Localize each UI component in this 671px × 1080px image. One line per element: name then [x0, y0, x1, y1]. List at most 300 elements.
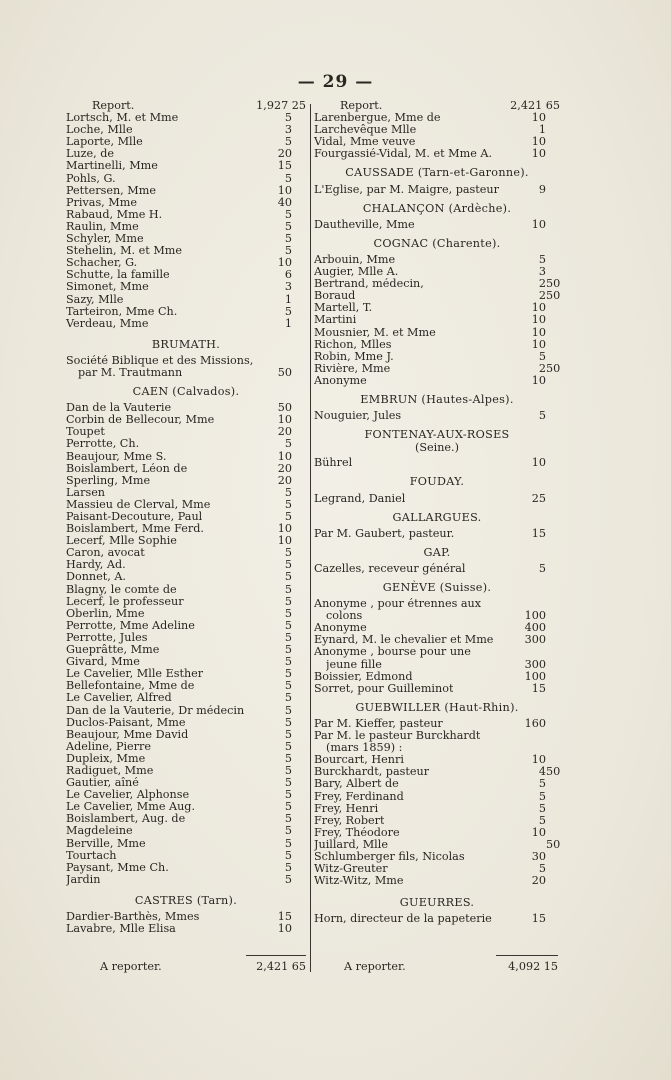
donor-amount: 5 [284, 764, 292, 777]
carry-forward-row: A reporter. 2,421 65 [100, 960, 306, 973]
donor-row [66, 148, 306, 160]
donor-name: Frey, Ferdinand [314, 790, 404, 803]
donor-row [66, 245, 306, 257]
donor-name: Pettersen, Mme [66, 184, 156, 197]
donor-amount: 10 [277, 414, 292, 427]
donor-name: Schlumberger fils, Nicolas [314, 850, 465, 863]
donor-amount: 5 [284, 583, 292, 596]
donor-name: Tourtach [66, 849, 117, 862]
donor-row [66, 838, 306, 850]
donor-list [66, 911, 306, 935]
donor-amount: 5 [284, 136, 292, 149]
donor-row [314, 302, 560, 314]
carry-forward-amount: 2,421 [256, 960, 289, 973]
donor-name: Dupleix, Mme [66, 752, 146, 765]
donor-name: Luze, de [66, 148, 115, 161]
donor-amount: 10 [531, 112, 546, 125]
donor-amount: 2 [538, 278, 546, 291]
donor-name: Martinelli, Mme [66, 160, 158, 173]
donor-name: Jardin [66, 873, 101, 886]
donor-row: (mars 1859) : [326, 742, 403, 755]
donor-row [314, 839, 560, 851]
donor-row [66, 874, 306, 886]
donor-row [66, 112, 306, 124]
donor-name: Augier, Mlle A. [314, 266, 399, 279]
donor-row: par M. Trautmann 50 [78, 366, 292, 379]
section-heading: GUEBWILLER (Haut-Rhin). [355, 700, 519, 714]
donor-amount: 5 [284, 813, 292, 826]
donor-name: Anonyme [314, 374, 367, 387]
donor-name: Schacher, G. [66, 257, 138, 270]
donor-row [314, 314, 560, 326]
donor-row [314, 266, 560, 278]
section-heading: CHALANÇON (Ardèche). [362, 201, 512, 215]
donor-name: Corbin de Bellecour, Mme [66, 414, 215, 427]
donor-name: Beaujour, Mme David [66, 728, 189, 741]
donor-amount-fraction: 50 [546, 766, 560, 779]
donor-row [66, 306, 306, 318]
donor-amount: 5 [284, 777, 292, 790]
donor-amount: 10 [531, 338, 546, 351]
donor-amount: 10 [531, 754, 546, 767]
donor-name: Juillard, Mlle [314, 838, 388, 851]
donor-row [66, 753, 306, 765]
donor-row [66, 124, 306, 136]
donor-name: Burckhardt, pasteur [314, 766, 430, 779]
donor-row [66, 318, 306, 330]
donor-amount: 5 [538, 863, 546, 876]
donor-name: Magdeleine [66, 825, 133, 838]
donor-name: Toupet [66, 426, 105, 439]
donor-row [66, 571, 306, 583]
donor-amount: 5 [538, 814, 546, 827]
donor-row [66, 269, 306, 281]
donor-name: Martini [314, 314, 357, 327]
donor-row: colons 100 [326, 610, 546, 623]
donor-name: Hardy, Ad. [66, 559, 126, 572]
donor-amount: 5 [284, 511, 292, 523]
section-heading: CASTRES (Tarn). [134, 893, 238, 907]
donor-name: Boraud [314, 290, 356, 303]
donor-row [66, 789, 306, 801]
donor-name: Robin, Mme J. [314, 350, 394, 363]
donor-name: Adeline, Pierre [66, 740, 151, 753]
donor-amount: 15 [277, 160, 292, 173]
donor-name: Bellefontaine, Mme de [66, 680, 195, 693]
donor-amount: 10 [277, 923, 292, 936]
donor-amount: 5 [284, 825, 292, 838]
donor-row: Legrand, Daniel 25 [314, 492, 546, 505]
donor-name: Witz-Witz, Mme [314, 875, 404, 888]
donor-amount: 1 [538, 124, 546, 137]
donor-name: Paysant, Mme Ch. [66, 861, 169, 874]
donor-name: Perrotte, Jules [66, 631, 148, 644]
donor-name: Caron, avocat [66, 547, 145, 560]
donor-name: Rabaud, Mme H. [66, 208, 163, 221]
donor-name: Simonet, Mme [66, 281, 149, 294]
donor-name: Boislambert, Mme Ferd. [66, 523, 204, 536]
donor-amount-fraction: 50 [546, 362, 560, 375]
donor-name: Vidal, Mme veuve [314, 136, 416, 149]
donor-row [66, 185, 306, 197]
donor-amount-fraction: 50 [546, 290, 560, 303]
donor-name: Donnet, A. [66, 571, 126, 584]
donor-amount: 5 [284, 728, 292, 741]
section-heading: GENÈVE (Suisse). [382, 581, 492, 594]
donor-row [66, 777, 306, 789]
donor-amount: 15 [277, 911, 292, 923]
donor-name: Martell, T. [314, 302, 373, 315]
donor-amount: 10 [277, 523, 292, 536]
donor-row [314, 351, 560, 363]
donor-amount: 10 [531, 374, 546, 387]
donor-amount: 5 [538, 778, 546, 791]
donor-row [314, 112, 560, 124]
donor-row [66, 451, 306, 463]
donor-row [66, 475, 306, 487]
donor-row: Anonyme , bourse pour une [314, 646, 471, 659]
donor-amount: 5 [538, 350, 546, 363]
donor-amount: 3 [284, 124, 292, 137]
donor-row [66, 511, 306, 523]
total-rule [246, 955, 306, 956]
donor-name: Fourgassié-Vidal, M. et Mme A. [314, 148, 493, 161]
donor-row [314, 791, 560, 803]
donor-row [66, 692, 306, 704]
donor-row [66, 717, 306, 729]
donor-row [66, 463, 306, 475]
donor-row [314, 815, 560, 827]
carry-forward-label: A reporter. [100, 960, 162, 973]
donor-amount: 10 [531, 302, 546, 315]
donor-name: Dan de la Vauterie [66, 402, 172, 415]
donor-row [66, 487, 306, 499]
section-subheading: (Seine.) [415, 441, 459, 455]
column-divider [310, 104, 311, 972]
donor-name: Radiguet, Mme [66, 764, 154, 777]
donor-amount: 20 [277, 426, 292, 439]
donor-list [314, 754, 560, 887]
donor-row [314, 124, 560, 136]
donor-amount: 5 [284, 752, 292, 765]
donor-row [314, 754, 560, 766]
donor-row [66, 426, 306, 438]
donor-row [66, 765, 306, 777]
donor-amount: 10 [531, 826, 546, 839]
donor-amount: 5 [284, 692, 292, 705]
donor-name: Tarteiron, Mme Ch. [66, 305, 178, 318]
donor-row [66, 499, 306, 511]
donor-amount: 10 [531, 326, 546, 339]
donor-row [314, 254, 560, 266]
donor-row [314, 875, 560, 887]
donor-amount: 5 [284, 704, 292, 717]
donor-amount: 5 [284, 801, 292, 814]
donor-row [66, 632, 306, 644]
donor-list [314, 254, 560, 387]
donor-row [66, 608, 306, 620]
donor-name: Privas, Mme [66, 196, 137, 209]
donor-name: Lecerf, Mlle Sophie [66, 535, 177, 548]
donor-name: Le Cavelier, Alphonse [66, 789, 190, 802]
donor-row [66, 656, 306, 668]
donor-row [66, 414, 306, 426]
donor-row: Anonyme 400 [314, 622, 546, 635]
donor-row [66, 729, 306, 741]
donor-amount: 5 [284, 112, 292, 125]
donor-amount: 3 [538, 266, 546, 279]
donor-amount: 5 [284, 789, 292, 802]
donor-name: Frey, Théodore [314, 826, 400, 839]
donor-row [314, 375, 560, 387]
donor-row [66, 620, 306, 632]
section-heading: GALLARGUES. [392, 510, 482, 524]
section-heading: GUEURRES. [399, 896, 475, 910]
carry-forward-label: A reporter. [344, 960, 406, 973]
donor-amount: 5 [284, 220, 292, 233]
donor-amount-fraction: 50 [546, 838, 560, 851]
donor-row [66, 173, 306, 185]
donor-name: Lortsch, M. et Mme [66, 112, 179, 125]
donor-row [66, 644, 306, 656]
donor-name: Rivière, Mme [314, 362, 391, 375]
donor-name: Boislambert, Léon de [66, 462, 188, 475]
donor-row [66, 257, 306, 269]
donor-amount: 5 [284, 849, 292, 862]
donor-row: Bührel 10 [314, 457, 546, 470]
donor-name: Le Cavelier, Alfred [66, 692, 172, 705]
carry-forward-row: A reporter. 4,092 15 [344, 960, 558, 973]
donor-name: Gueprâtte, Mme [66, 644, 160, 657]
left-column [66, 100, 306, 935]
donor-name: Larenbergue, Mme de [314, 112, 441, 125]
donor-amount: 5 [538, 253, 546, 266]
donor-name: Verdeau, Mme [66, 317, 149, 330]
donor-name: Arbouin, Mme [314, 253, 396, 266]
donor-amount: 5 [284, 571, 292, 584]
donor-amount: 5 [284, 644, 292, 657]
donor-list [66, 402, 306, 886]
donor-row [66, 547, 306, 559]
section-heading: CAUSSADE (Tarn-et-Garonne). [345, 166, 529, 180]
donor-row [66, 705, 306, 717]
donor-name: Laporte, Mlle [66, 136, 143, 149]
donor-row [66, 209, 306, 221]
donor-row [66, 813, 306, 825]
donor-amount: 5 [284, 680, 292, 693]
donor-row [66, 221, 306, 233]
donor-amount: 5 [284, 595, 292, 608]
donor-row [314, 148, 560, 160]
donor-amount: 2 [538, 362, 546, 375]
right-column [314, 100, 560, 925]
donor-list [314, 112, 560, 160]
donor-amount: 5 [284, 837, 292, 850]
donor-name: Raulin, Mme [66, 220, 139, 233]
donor-name: Givard, Mme [66, 656, 140, 669]
donor-amount: 5 [284, 438, 292, 451]
donor-row [314, 339, 560, 351]
page-number: — 29 — [297, 72, 374, 92]
donor-name: Sperling, Mme [66, 474, 151, 487]
donor-name: Duclos-Paisant, Mme [66, 716, 186, 729]
donor-row [314, 290, 560, 302]
donor-row: Par M. Kieffer, pasteur 160 [314, 717, 546, 730]
donor-amount: 20 [277, 462, 292, 475]
donor-amount: 20 [277, 474, 292, 487]
donor-row [314, 327, 560, 339]
donor-row [66, 535, 306, 547]
donor-amount: 5 [284, 607, 292, 620]
donor-name: Massieu de Clerval, Mme [66, 498, 211, 511]
donor-row: jeune fille 300 [326, 658, 546, 671]
donor-amount: 2 [538, 290, 546, 303]
donor-amount: 10 [531, 148, 546, 161]
donor-amount: 10 [277, 450, 292, 463]
donor-amount: 10 [531, 314, 546, 327]
donor-amount: 1 [284, 317, 292, 330]
donor-amount: 5 [284, 716, 292, 729]
donor-amount: 5 [284, 559, 292, 572]
donor-row [314, 136, 560, 148]
section-heading: FONTENAY-AUX-ROSES [364, 428, 510, 442]
donor-name: Blagny, le comte de [66, 583, 177, 596]
donor-name: Boislambert, Aug. de [66, 813, 186, 826]
donor-row [66, 850, 306, 862]
donor-row [66, 438, 306, 450]
donor-amount: 3 [284, 281, 292, 294]
donor-row [66, 136, 306, 148]
donor-name: Larsen [66, 486, 106, 499]
donor-amount: 40 [277, 196, 292, 209]
donor-row [66, 584, 306, 596]
donor-amount: 30 [531, 850, 546, 863]
donor-amount: 5 [284, 873, 292, 886]
donor-row [66, 801, 306, 813]
donor-name: Schyler, Mme [66, 233, 144, 246]
donor-row [66, 923, 306, 935]
donor-amount: 5 [284, 547, 292, 560]
donor-amount: 10 [277, 535, 292, 548]
donor-row: Par M. Gaubert, pasteur. 15 [314, 527, 546, 540]
donor-amount: 50 [277, 402, 292, 415]
donor-name: Dan de la Vauterie, Dr médecin [66, 704, 245, 717]
donor-name: Berville, Mme [66, 837, 146, 850]
donor-amount-fraction: 50 [546, 278, 560, 291]
carry-forward-amount: 4,092 [508, 960, 541, 973]
donor-row: Anonyme , pour étrennes aux [314, 598, 482, 611]
donor-row [314, 863, 560, 875]
donor-row [314, 766, 560, 778]
donor-name: Pohls, G. [66, 172, 116, 185]
donor-name: Sazy, Mlle [66, 293, 124, 306]
section-heading: COGNAC (Charente). [373, 236, 501, 250]
report-row: Report. 1,927 25 [92, 100, 306, 112]
donor-name: Gautier, aîné [66, 777, 139, 790]
donor-amount: 5 [538, 790, 546, 803]
donor-amount: 5 [284, 305, 292, 318]
donor-amount: 10 [277, 257, 292, 270]
donor-name: Richon, Mlles [314, 338, 392, 351]
donor-row [66, 160, 306, 172]
donor-amount: 5 [284, 861, 292, 874]
donor-name: Bertrand, médecin, [314, 278, 424, 291]
donor-row [314, 827, 560, 839]
donor-name: Paisant-Decouture, Paul [66, 511, 203, 523]
donor-name: Bary, Albert de [314, 778, 399, 791]
donor-name: Dardier-Barthès, Mmes [66, 911, 200, 923]
donor-name: Perrotte, Ch. [66, 438, 140, 451]
donor-name: Lavabre, Mlle Elisa [66, 923, 176, 936]
donor-name: Larchevêque Mlle [314, 124, 417, 137]
donor-amount: 10 [531, 136, 546, 149]
donor-amount: 4 [538, 766, 546, 779]
donor-row: Nouguier, Jules 5 [314, 410, 546, 423]
donor-name: Witz-Greuter [314, 863, 388, 876]
donor-row [66, 294, 306, 306]
donor-amount: 20 [531, 875, 546, 888]
donor-row [66, 523, 306, 535]
donor-row: Eynard, M. le chevalier et Mme 300 [314, 634, 546, 647]
donor-amount: 10 [277, 184, 292, 197]
donor-amount: 5 [284, 245, 292, 258]
donor-amount: 5 [284, 233, 292, 246]
donor-name: Beaujour, Mme S. [66, 450, 167, 463]
donor-row [66, 281, 306, 293]
donor-name: Lecerf, le professeur [66, 595, 184, 608]
section-heading: BRUMATH. [151, 337, 221, 351]
donor-amount: 5 [284, 498, 292, 511]
donor-row: Horn, directeur de la papeterie 15 [314, 913, 546, 926]
donor-row: Boissier, Edmond 100 [314, 670, 546, 683]
section-heading: FOUDAY. [409, 475, 465, 489]
section-heading: GAP. [423, 545, 451, 559]
donor-amount: 5 [284, 619, 292, 632]
donor-amount: 6 [284, 269, 292, 282]
donor-row [66, 197, 306, 209]
donor-name: Schutte, la famille [66, 269, 170, 282]
donor-amount: 20 [277, 148, 292, 161]
donor-row: Par M. le pasteur Burckhardt [314, 730, 481, 743]
donor-name: Mousnier, M. et Mme [314, 326, 436, 339]
donor-row: Société Biblique et des Missions, [66, 354, 254, 367]
donor-list [66, 112, 306, 330]
donor-name: Loche, Mlle [66, 124, 133, 137]
donor-amount: 5 [284, 631, 292, 644]
section-heading: EMBRUN (Hautes-Alpes). [360, 392, 514, 406]
donor-name: Le Cavelier, Mlle Esther [66, 668, 204, 681]
donor-row [66, 911, 306, 923]
donor-row: L'Eglise, par M. Maigre, pasteur 9 [314, 183, 546, 196]
donor-amount: 5 [284, 740, 292, 753]
donor-row [66, 668, 306, 680]
donor-row [314, 278, 560, 290]
donor-amount: 5 [284, 656, 292, 669]
donor-row [66, 233, 306, 245]
donor-name: Stehelin, M. et Mme [66, 245, 183, 258]
donor-row [66, 596, 306, 608]
donor-row [314, 363, 560, 375]
donor-name: Frey, Robert [314, 814, 385, 827]
donor-row: Sorret, pour Guilleminot 15 [314, 682, 546, 695]
donor-amount: 5 [284, 486, 292, 499]
section-heading: CAEN (Calvados). [132, 385, 240, 399]
donor-row [66, 825, 306, 837]
donor-name: Le Cavelier, Mme Aug. [66, 801, 196, 814]
donor-row [314, 803, 560, 815]
donor-row [314, 851, 560, 863]
donor-row [66, 402, 306, 414]
